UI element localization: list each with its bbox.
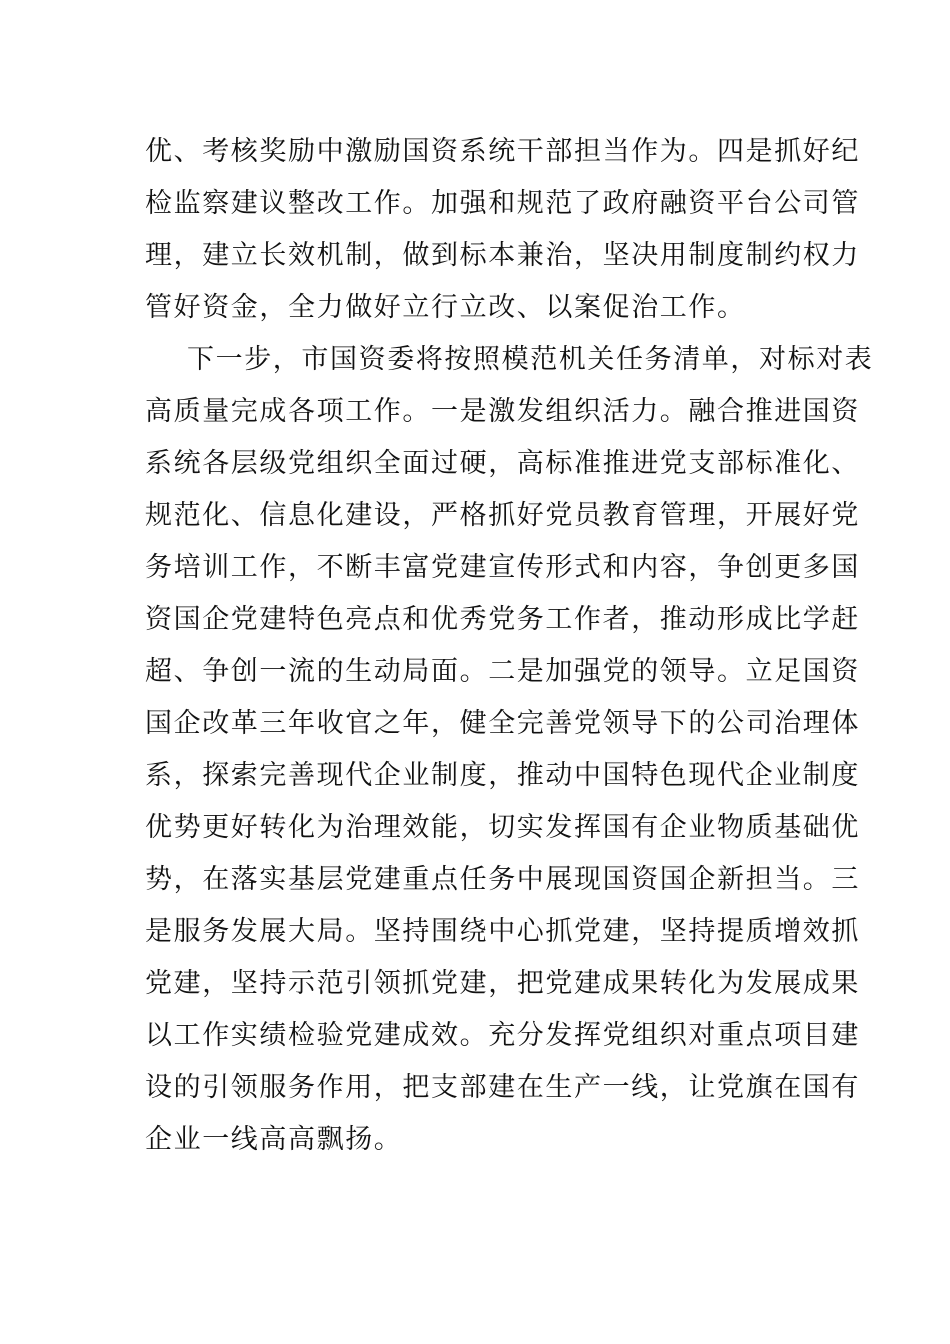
document-body (145, 126, 874, 1166)
paragraph-line: 超、争创一流的生动局面。二是加强党的领导。立足国资 (145, 656, 860, 687)
paragraph-line: 国企改革三年收官之年，健全完善党领导下的公司治理体 (145, 708, 860, 739)
paragraph-line: 设的引领服务作用，把支部建在生产一线，让党旗在国有 (145, 1072, 860, 1103)
paragraph-line: 管好资金，全力做好立行立改、以案促治工作。 (145, 292, 746, 323)
paragraph-line: 是服务发展大局。坚持围绕中心抓党建，坚持提质增效抓 (145, 916, 860, 947)
paragraph-line: 检监察建议整改工作。加强和规范了政府融资平台公司管 (145, 188, 860, 219)
paragraph-line: 优、考核奖励中激励国资系统干部担当作为。四是抓好纪 (145, 136, 860, 167)
paragraph-line: 资国企党建特色亮点和优秀党务工作者，推动形成比学赶 (145, 604, 860, 635)
paragraph-line: 规范化、信息化建设，严格抓好党员教育管理，开展好党 (145, 500, 860, 531)
paragraph-line: 下一步，市国资委将按照模范机关任务清单，对标对表 (187, 344, 874, 375)
paragraph-line: 势，在落实基层党建重点任务中展现国资国企新担当。三 (145, 864, 860, 895)
paragraph-line: 高质量完成各项工作。一是激发组织活力。融合推进国资 (145, 396, 860, 427)
paragraph-1 (145, 126, 860, 334)
paragraph-line: 企业一线高高飘扬。 (145, 1124, 403, 1155)
paragraph-line: 理，建立长效机制，做到标本兼治，坚决用制度制约权力 (145, 240, 860, 271)
paragraph-line: 务培训工作，不断丰富党建宣传形式和内容，争创更多国 (145, 552, 860, 583)
paragraph-line: 系，探索完善现代企业制度，推动中国特色现代企业制度 (145, 760, 860, 791)
paragraph-line: 以工作实绩检验党建成效。充分发挥党组织对重点项目建 (145, 1020, 860, 1051)
paragraph-line: 党建，坚持示范引领抓党建，把党建成果转化为发展成果 (145, 968, 860, 999)
paragraph-line: 系统各层级党组织全面过硬，高标准推进党支部标准化、 (145, 448, 860, 479)
paragraph-line: 优势更好转化为治理效能，切实发挥国有企业物质基础优 (145, 812, 860, 843)
paragraph-2 (145, 334, 874, 1166)
